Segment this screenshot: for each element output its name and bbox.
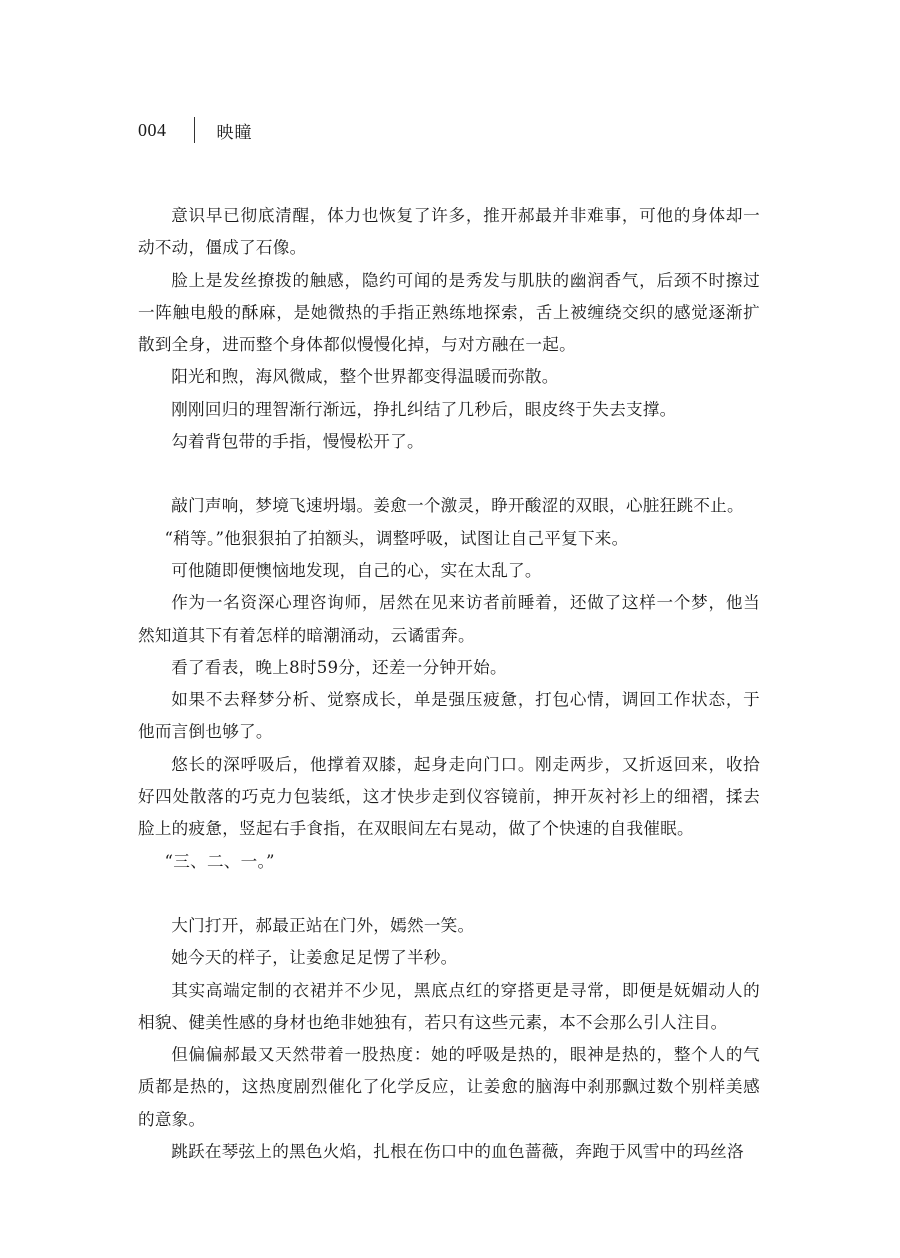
paragraph: 刚刚回归的理智渐行渐远，挣扎纠结了几秒后，眼皮终于失去支撑。 [171, 399, 677, 419]
paragraph: 其实高端定制的衣裙并不少见，黑底点红的穿搭更是寻常，即便是妩媚动人的相貌、健美性感的身材也绝非她独有，若只有这些元素，本不会那么引人注目。 [138, 980, 760, 1032]
body-text [138, 200, 760, 1168]
paragraph: 如果不去释梦分析、觉察成长，单是强压疲惫，打包心情，调回工作状态，于他而言倒也够了。 [138, 690, 760, 742]
paragraph: 阳光和煦，海风微咸，整个世界都变得温暖而弥散。 [171, 367, 559, 387]
paragraph: 跳跃在琴弦上的黑色火焰，扎根在伤口中的血色蔷薇，奔跑于风雪中的玛丝洛 [171, 1142, 744, 1162]
paragraph: 脸上是发丝撩拨的触感，隐约可闻的是秀发与肌肤的幽润香气，后颈不时擦过一阵触电般的酥麻，是她微热的手指正熟练地探索，舌上被缠绕交织的感觉逐渐扩散到全身，进而整个身体都似慢慢化掉，与对方融在一起。 [138, 270, 760, 355]
paragraph: 意识早已彻底清醒，体力也恢复了许多，推开郝最并非难事，可他的身体却一动不动，僵成了石像。 [138, 206, 760, 258]
section-break [138, 458, 760, 490]
paragraph: 可他随即便懊恼地发现，自己的心，实在太乱了。 [171, 560, 542, 580]
book-title: 映瞳 [216, 122, 253, 143]
paragraph: “三、二、一。” [164, 851, 275, 871]
paragraph: 但偏偏郝最又天然带着一股热度：她的呼吸是热的，眼神是热的，整个人的气质都是热的，这热度剧烈催化了化学反应，让姜愈的脑海中刹那飘过数个别样美感的意象。 [138, 1045, 760, 1129]
page-number: 004 [138, 119, 167, 140]
paragraph: 大门打开，郝最正站在门外，嫣然一笑。 [171, 915, 475, 935]
paragraph: 看了看表，晚上8时59分，还差一分钟开始。 [171, 657, 507, 677]
paragraph: 作为一名资深心理咨询师，居然在见来访者前睡着，还做了这样一个梦，他当然知道其下有着怎样的暗潮涌动，云谲雷奔。 [138, 593, 760, 645]
paragraph: “稍等。”他狠狠拍了拍额头，调整呼吸，试图让自己平复下来。 [164, 528, 629, 548]
paragraph: 悠长的深呼吸后，他撑着双膝，起身走向门口。刚走两步，又折返回来，收拾好四处散落的巧克力包装纸，这才快步走到仪容镜前，抻开灰衬衫上的细褶，揉去脸上的疲惫，竖起右手食指，在双眼间左右晃动，做了个快速的自我催眠。 [138, 754, 760, 839]
paragraph: 勾着背包带的手指，慢慢松开了。 [171, 432, 424, 452]
running-header [138, 116, 253, 144]
header-divider [194, 117, 195, 143]
paragraph: 她今天的样子，让姜愈足足愣了半秒。 [171, 948, 458, 968]
section-break [138, 878, 760, 910]
paragraph: 敲门声响，梦境飞速坍塌。姜愈一个激灵，睁开酸涩的双眼，心脏狂跳不止。 [171, 496, 744, 516]
